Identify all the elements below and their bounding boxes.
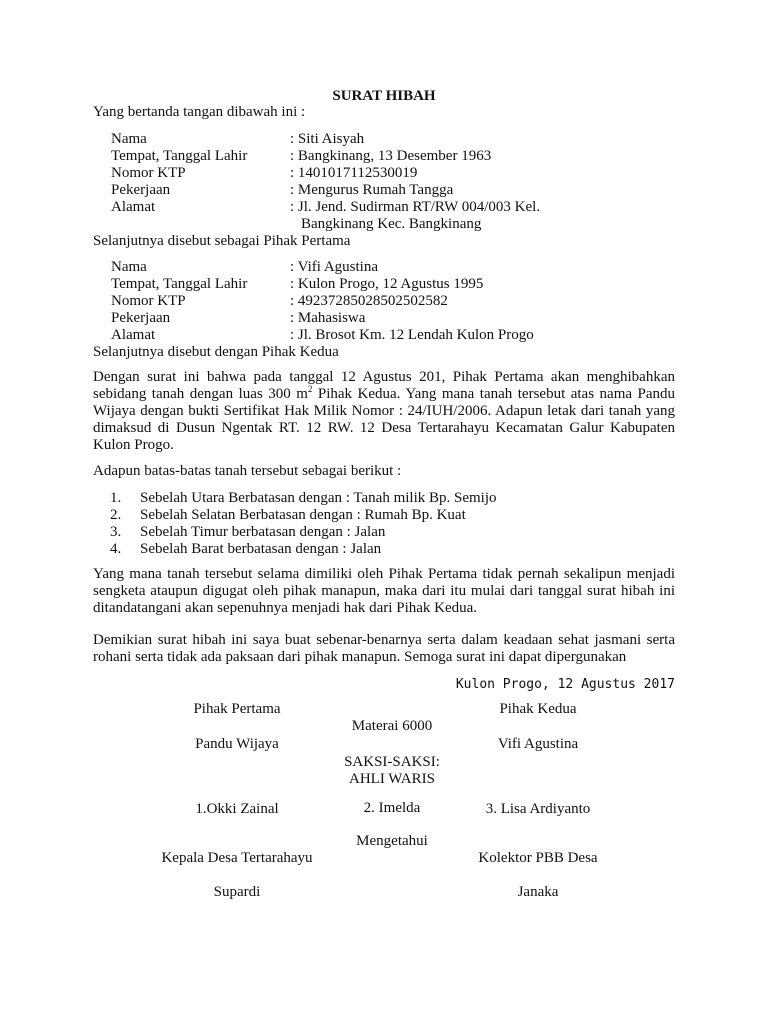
paragraph-closing: Demikian surat hibah ini saya buat sebenar-benarnya serta dalam keadaan sehat jasmani serta rohani serta tidak ada paksaan dari pihak manapun. Semoga surat ini dapat dipergunakan <box>93 632 675 665</box>
ahli-waris-label: AHLI WARIS <box>349 771 435 787</box>
party2-alamat-value: : Jl. Brosot Km. 12 Lendah Kulon Progo <box>290 327 534 343</box>
party2-alamat-label: Alamat <box>111 327 156 343</box>
pihak-pertama-label: Pihak Pertama <box>193 701 281 717</box>
party2-pekerjaan-value: : Mahasiswa <box>290 310 366 326</box>
paragraph-hibah-details <box>93 369 675 454</box>
list-item-number: 1. <box>110 490 122 506</box>
area-unit-superscript: 2 <box>307 384 313 394</box>
party1-alamat-value-cont: Bangkinang Kec. Bangkinang <box>301 216 482 232</box>
party2-ttl-value: : Kulon Progo, 12 Agustus 1995 <box>290 276 484 292</box>
party1-alamat-value: : Jl. Jend. Sudirman RT/RW 004/003 Kel. <box>290 199 541 215</box>
list-item-text: Sebelah Barat berbatasan dengan : Jalan <box>140 541 382 557</box>
party1-nama-value: : Siti Aisyah <box>290 131 365 147</box>
party2-ktp-value: : 49237285028502502582 <box>290 293 448 309</box>
list-item-text: Sebelah Selatan Berbatasan dengan : Rumah Bp. Kuat <box>140 507 466 523</box>
list-item-number: 2. <box>110 507 122 523</box>
paragraph-hibah-details-b: Pihak Kedua. Yang mana tanah tersebut atas nama Pandu Wijaya dengan bukti Sertifikat Hak Milik Nomor : 24/IUH/2006. Adapun letak dari tanah yang dimaksud di Dusun Ngentak RT. 12 RW. 12 Desa Tertarahayu Kecamatan Galur Kabupaten Kulon Progo. <box>93 386 676 453</box>
pihak-pertama-name: Pandu Wijaya <box>195 736 279 752</box>
party1-ttl-value: : Bangkinang, 13 Desember 1963 <box>290 148 492 164</box>
party1-alamat-label: Alamat <box>111 199 156 215</box>
boundaries-list <box>110 490 497 558</box>
pihak-kedua-label: Pihak Kedua <box>499 701 577 717</box>
kolektor-name: Janaka <box>517 884 559 900</box>
list-item <box>110 507 497 524</box>
party2-ktp-label: Nomor KTP <box>111 293 186 309</box>
list-item-number: 3. <box>110 524 122 540</box>
party2-ttl-label: Tempat, Tanggal Lahir <box>111 276 248 292</box>
intro-text: Yang bertanda tangan dibawah ini : <box>93 104 306 120</box>
party2-designation: Selanjutnya disebut dengan Pihak Kedua <box>93 344 339 360</box>
witness-3: 3. Lisa Ardiyanto <box>485 801 591 817</box>
paragraph-ownership: Yang mana tanah tersebut selama dimiliki oleh Pihak Pertama tidak pernah sekalipun menjadi sengketa ataupun digugat oleh pihak manapun, maka dari itu mulai dari tanggal surat hibah ini ditandatangani akan sepenuhnya menjadi hak dari Pihak Kedua. <box>93 566 675 616</box>
mengetahui-label: Mengetahui <box>356 833 428 849</box>
party1-pekerjaan-value: : Mengurus Rumah Tangga <box>290 182 454 198</box>
list-item <box>110 490 497 507</box>
party1-ktp-label: Nomor KTP <box>111 165 186 181</box>
paragraph-hibah-details-a: Dengan surat ini bahwa pada tanggal 12 Agustus 201, Pihak Pertama akan menghibahkan sebidang tanah dengan luas 300 m <box>93 369 675 402</box>
party1-pekerjaan-label: Pekerjaan <box>111 182 171 198</box>
pihak-kedua-name: Vifi Agustina <box>497 736 579 752</box>
party1-ttl-label: Tempat, Tanggal Lahir <box>111 148 248 164</box>
party2-nama-value: : Vifi Agustina <box>290 259 378 275</box>
party2-pekerjaan-label: Pekerjaan <box>111 310 171 326</box>
party1-ktp-value: : 1401017112530019 <box>290 165 418 181</box>
list-item <box>110 541 497 558</box>
saksi-label: SAKSI-SAKSI: <box>344 754 440 770</box>
list-item-text: Sebelah Utara Berbatasan dengan : Tanah milik Bp. Semijo <box>140 490 497 506</box>
kepala-desa-label: Kepala Desa Tertarahayu <box>161 850 313 866</box>
boundaries-intro: Adapun batas-batas tanah tersebut sebagai berikut : <box>93 463 402 479</box>
party2-nama-label: Nama <box>111 259 147 275</box>
party1-nama-label: Nama <box>111 131 147 147</box>
witness-1: 1.Okki Zainal <box>195 801 279 817</box>
list-item-text: Sebelah Timur berbatasan dengan : Jalan <box>140 524 386 540</box>
list-item-number: 4. <box>110 541 122 557</box>
witness-2: 2. Imelda <box>363 800 421 816</box>
letter-title: SURAT HIBAH <box>332 88 436 104</box>
kepala-desa-name: Supardi <box>213 884 261 900</box>
materai-label: Materai 6000 <box>351 718 433 734</box>
kolektor-label: Kolektor PBB Desa <box>478 850 598 866</box>
party1-designation: Selanjutnya disebut sebagai Pihak Pertama <box>93 233 351 249</box>
date-line: Kulon Progo, 12 Agustus 2017 <box>455 677 675 692</box>
list-item <box>110 524 497 541</box>
